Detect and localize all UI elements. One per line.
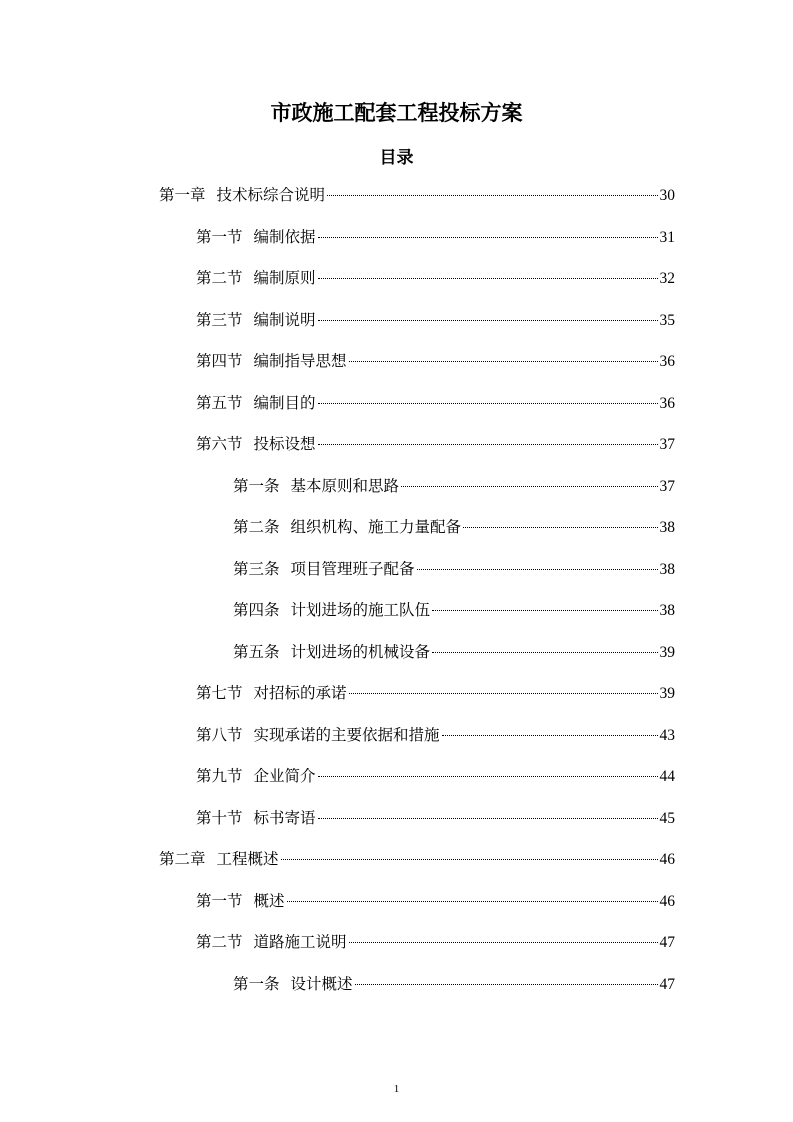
toc-entry-page: 35: [659, 311, 675, 329]
toc-dot-leader: [401, 486, 657, 487]
toc-dot-leader: [318, 403, 658, 404]
toc-entry[interactable]: [233, 637, 675, 667]
toc-entry-page: 43: [659, 726, 675, 744]
toc-entry[interactable]: [233, 512, 675, 542]
toc-entry-number: 第二条: [233, 519, 280, 536]
toc-entry-number: 第二节: [196, 934, 243, 951]
toc-entry-page: 30: [659, 187, 675, 204]
toc-dot-leader: [327, 195, 657, 196]
toc-entry-page: 36: [659, 353, 675, 370]
toc-entry-number: 第七节: [196, 685, 243, 702]
toc-entry[interactable]: [196, 678, 675, 708]
toc-entry[interactable]: [196, 388, 675, 418]
toc-entry-number: 第二节: [196, 270, 243, 287]
toc-entry-title: 道路施工说明: [253, 933, 347, 951]
toc-entry-title: 企业简介: [253, 767, 316, 785]
toc-dot-leader: [349, 361, 658, 362]
toc-entry-number: 第九节: [196, 768, 243, 785]
toc-entry-title: 计划进场的机械设备: [290, 642, 431, 661]
toc-entry-number: 第五节: [196, 394, 243, 412]
toc-entry-title: 概述: [253, 891, 285, 910]
toc-entry[interactable]: [196, 803, 675, 833]
toc-entry-number: 第八节: [196, 726, 243, 744]
toc-entry-page: 47: [659, 975, 675, 993]
toc-entry[interactable]: [196, 305, 675, 335]
toc-entry-title: 计划进场的施工队伍: [290, 601, 431, 619]
page-number: 1: [393, 1083, 400, 1095]
toc-entry-title: 编制说明: [253, 310, 316, 329]
toc-entry-number: 第一条: [233, 975, 280, 993]
toc-dot-leader: [287, 901, 658, 902]
toc-entry-number: 第二章: [159, 851, 206, 868]
toc-dot-leader: [318, 320, 658, 321]
toc-dot-leader: [432, 652, 657, 653]
toc-entry[interactable]: [196, 222, 675, 252]
toc-entry-page: 37: [659, 477, 675, 495]
toc-entry-number: 第五条: [233, 643, 280, 661]
toc-entry-page: 31: [659, 228, 675, 246]
toc-entry-title: 对招标的承诺: [253, 684, 347, 702]
toc-entry[interactable]: [233, 471, 675, 501]
toc-entry-number: 第一节: [196, 892, 243, 910]
toc-entry-number: 第一条: [233, 477, 280, 495]
toc-entry-title: 投标设想: [253, 435, 316, 453]
toc-entry-page: 39: [659, 643, 675, 661]
toc-dot-leader: [463, 527, 657, 528]
toc-entry-number: 第六节: [196, 436, 243, 453]
toc-entry-title: 实现承诺的主要依据和措施: [253, 725, 440, 744]
toc-dot-leader: [318, 444, 658, 445]
toc-entry-page: 38: [659, 560, 675, 578]
toc-entry-number: 第四条: [233, 602, 280, 619]
toc-entry[interactable]: [233, 595, 675, 625]
toc-entry[interactable]: [233, 554, 675, 584]
toc-entry-page: 44: [659, 768, 675, 785]
toc-entry-title: 组织机构、施工力量配备: [290, 518, 462, 536]
toc-entry-title: 设计概述: [290, 974, 353, 993]
toc-entry-number: 第一节: [196, 228, 243, 246]
toc-dot-leader: [349, 942, 658, 943]
toc-entry[interactable]: [196, 346, 675, 376]
toc-entry[interactable]: [159, 844, 675, 874]
toc-dot-leader: [417, 569, 658, 570]
toc-entry-title: 编制指导思想: [253, 352, 347, 370]
toc-dot-leader: [281, 859, 658, 860]
toc-entry-title: 编制目的: [253, 393, 316, 412]
toc-entry-title: 工程概述: [216, 850, 279, 868]
toc-dot-leader: [349, 693, 658, 694]
toc-entry-number: 第一章: [159, 187, 206, 204]
toc-entry-page: 37: [659, 436, 675, 453]
toc-heading: 目录: [379, 148, 414, 168]
toc-dot-leader: [432, 610, 657, 611]
toc-entry[interactable]: [196, 263, 675, 293]
toc-entry[interactable]: [196, 886, 675, 916]
toc-dot-leader: [318, 818, 658, 819]
toc-entry[interactable]: [196, 429, 675, 459]
toc-entry-page: 39: [659, 685, 675, 702]
toc-entry-number: 第三节: [196, 311, 243, 329]
toc-entry[interactable]: [233, 969, 675, 999]
toc-dot-leader: [318, 776, 658, 777]
toc-dot-leader: [355, 984, 658, 985]
toc-entry-title: 技术标综合说明: [216, 186, 326, 204]
toc-entry[interactable]: [196, 927, 675, 957]
toc-entry-title: 项目管理班子配备: [290, 559, 415, 578]
toc-entry-title: 编制依据: [253, 227, 316, 246]
toc-entry-title: 标书寄语: [253, 808, 316, 827]
toc-entry-page: 36: [659, 394, 675, 412]
toc-dot-leader: [318, 278, 658, 279]
toc-entry-page: 38: [659, 602, 675, 619]
toc-entry-number: 第四节: [196, 353, 243, 370]
toc-entry-page: 45: [659, 809, 675, 827]
toc-entry-page: 46: [659, 851, 675, 868]
toc-entry[interactable]: [159, 180, 675, 210]
document-title: 市政施工配套工程投标方案: [270, 101, 523, 125]
toc-entry-page: 32: [659, 270, 675, 287]
toc-entry-page: 38: [659, 519, 675, 536]
toc-entry-title: 基本原则和思路: [290, 476, 400, 495]
toc-dot-leader: [442, 735, 658, 736]
toc-entry-page: 47: [659, 934, 675, 951]
toc-entry[interactable]: [196, 761, 675, 791]
toc-entry-number: 第三条: [233, 560, 280, 578]
toc-entry-title: 编制原则: [253, 269, 316, 287]
toc-entry[interactable]: [196, 720, 675, 750]
toc-entry-page: 46: [659, 892, 675, 910]
toc-dot-leader: [318, 237, 658, 238]
toc-entry-number: 第十节: [196, 809, 243, 827]
